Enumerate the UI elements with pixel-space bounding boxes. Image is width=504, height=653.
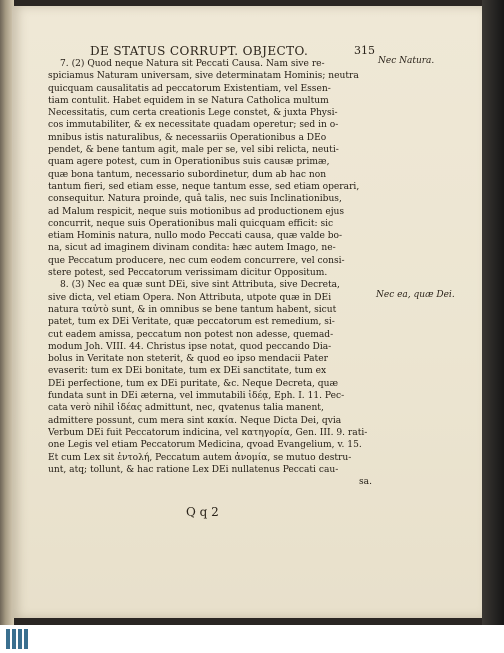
text-line: etiam Hominis natura, nullo modo Peccati causa, quæ valde bo-: [48, 231, 343, 242]
text-line: mnibus istis naturalibus, & necessariis Operationibus a DEo: [48, 132, 327, 143]
text-line: patet, tum ex DEi Veritate, quæ peccatorum est remedium, si-: [48, 317, 335, 328]
text-line: cos immutabiliter, & ex necessitate quadam operetur; sed in o-: [48, 120, 339, 131]
text-line: spiciamus Naturam universam, sive determinatam Hominis; neutra: [48, 71, 359, 82]
text-line: admittere possunt, cum mera sint κακία. Neque Dicta Dei, qvia: [48, 415, 342, 426]
text-line: DEi perfectione, tum ex DEi puritate, &c. Neque Decreta, quæ: [48, 378, 338, 389]
page-number: 315: [354, 44, 375, 57]
text-line: cut eadem amissa, peccatum non potest non adesse, quemad-: [48, 329, 334, 340]
viewer-footer-bar: [0, 625, 504, 653]
text-line: stere potest, sed Peccatorum verissimam dicitur Oppositum.: [48, 268, 328, 279]
text-line: cata verò nihil ἰδέας admittunt, nec, qvatenus talia manent,: [48, 403, 324, 414]
body-text: [48, 58, 372, 488]
text-line: pendet, & bene tantum agit, male per se, vel sibi relicta, neuti-: [48, 145, 339, 156]
text-line: 8. (3) Nec ea quæ sunt DEi, sive sint Attributa, sive Decreta,: [60, 280, 340, 291]
text-line: na, sicut ad imaginem divinam condita: hæc autem Imago, ne-: [48, 243, 336, 254]
text-line: 7. (2) Quod neque Natura sit Peccati Causa. Nam sive re-: [60, 59, 325, 69]
margin-note-dei: Nec ea, quæ Dei.: [376, 290, 455, 300]
library-logo-icon: [4, 627, 34, 651]
text-line: quæ bona tantum, necessario subordinetur, dum ab hac non: [48, 169, 327, 180]
running-header: DE STATUS CORRUPT. OBJECTO.: [90, 44, 309, 58]
text-line: tiam contulit. Habet equidem in se Natura Catholica multum: [48, 95, 329, 106]
scanner-margin: [482, 0, 504, 625]
text-line: concurrit, neque suis Operationibus mali quicquam efficit: sic: [48, 218, 334, 229]
text-line: ad Malum respicit, neque suis motionibus ad productionem ejus: [48, 206, 345, 217]
margin-note-natura: Nec Natura.: [378, 56, 435, 66]
text-line: quicquam causalitatis ad peccatorum Existentiam, vel Essen-: [48, 83, 331, 94]
text-line: unt, atq; tollunt, & hac ratione Lex DEi nullatenus Peccati cau-: [48, 464, 339, 475]
text-line: Et cum Lex sit ἐντολή, Peccatum autem ἀνομία, se mutuo destru-: [48, 452, 352, 463]
text-line: tantum fieri, sed etiam esse, neque tantum esse, sed etiam operari,: [48, 181, 360, 192]
text-line: fundata sunt in DEi æterna, vel immutabili ἰδέᾳ, Eph. I. 11. Pec-: [48, 391, 345, 402]
signature-mark: Q q 2: [186, 505, 219, 519]
text-line: consequitur. Natura proinde, quâ talis, nec suis Inclinationibus,: [48, 194, 342, 205]
text-line: one Legis vel etiam Peccatorum Medicina, qvoad Evangelium, v. 15.: [48, 440, 362, 451]
text-line: evaserit: tum ex DEi bonitate, tum ex DEi sanctitate, tum ex: [48, 366, 327, 377]
text-line: que Peccatum producere, nec cum eodem concurrere, vel consi-: [48, 255, 345, 266]
text-line: Verbum DEi fuit Peccatorum indicina, vel κατηγορία, Gen. III. 9. rati-: [48, 427, 368, 438]
text-line: bolus in Veritate non steterit, & quod eo ipso mendacii Pater: [48, 354, 328, 365]
text-line: quam agere potest, cum in Operationibus suis causæ primæ,: [48, 157, 330, 168]
text-line: natura ταὐτὸ sunt, & in omnibus se bene tantum habent, sicut: [48, 304, 337, 315]
text-line: sa.: [359, 477, 372, 488]
text-line: modum Joh. VIII. 44. Christus ipse notat, quod peccando Dia-: [48, 341, 332, 352]
text-line: sive dicta, vel etiam Opera. Non Attributa, utpote quæ in DEi: [48, 292, 332, 303]
text-line: Necessitatis, cum certa creationis Lege constet, & juxta Physi-: [48, 108, 338, 119]
